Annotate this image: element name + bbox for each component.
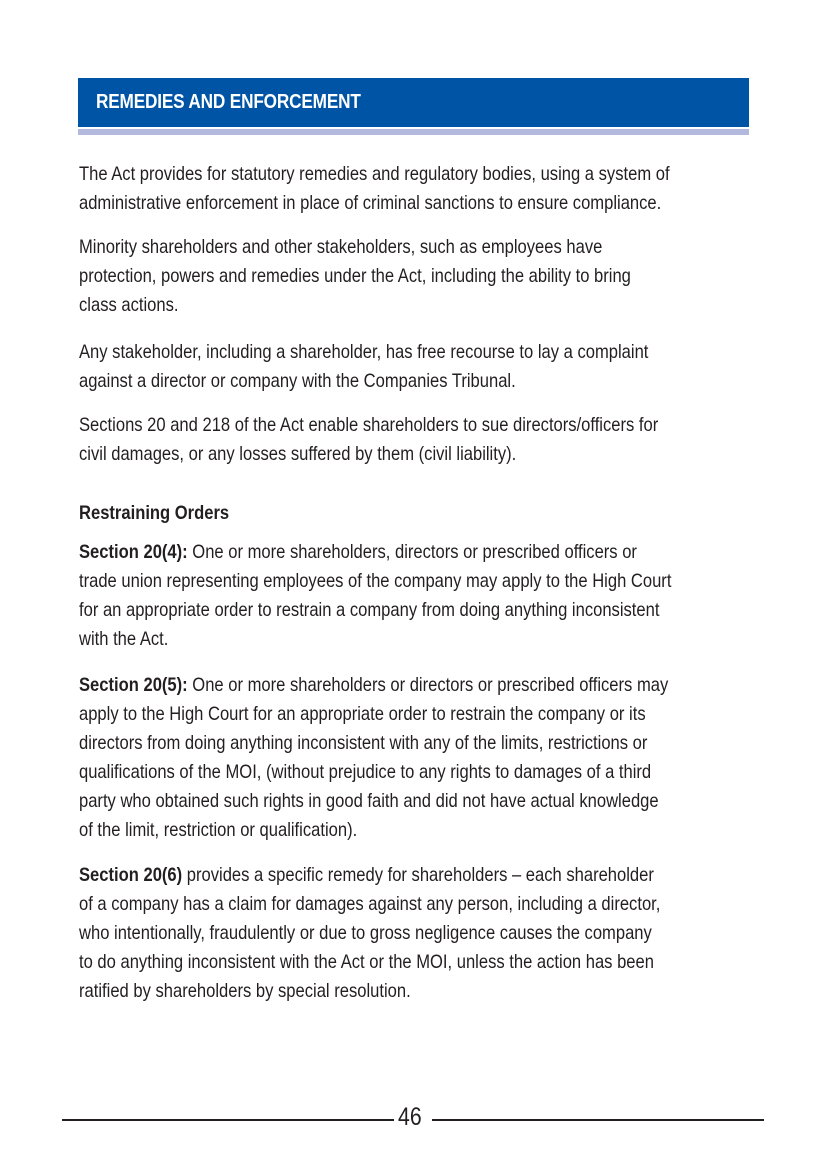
section-title: REMEDIES AND ENFORCEMENT [96, 91, 361, 113]
header-underline [78, 129, 749, 135]
subheading: Restraining Orders [79, 502, 230, 524]
section-paragraph [79, 538, 671, 654]
section-label: Section 20(6) [79, 864, 183, 886]
section-paragraph [79, 861, 660, 1006]
section-label: Section 20(4): [79, 541, 188, 563]
paragraph: Sections 20 and 218 of the Act enable shareholders to sue directors/officers for civil damages, or any losses suffered by them (civil liability). [79, 414, 659, 465]
section-header-bar [78, 78, 749, 127]
section-label: Section 20(5): [79, 674, 188, 696]
section-text: One or more shareholders, directors or prescribed officers or trade union representing employees of the company may apply to the High Court for an appropriate order to restrain a company from doing anything inconsistent with the Act. [79, 541, 672, 650]
paragraph: Any stakeholder, including a shareholder, has free recourse to lay a complaint against a director or company with the Companies Tribunal. [79, 341, 649, 392]
footer-rule-right [432, 1119, 764, 1121]
section-paragraph [79, 671, 668, 845]
footer-rule-left [62, 1119, 394, 1121]
paragraph: The Act provides for statutory remedies and regulatory bodies, using a system of administrative enforcement in place of criminal sanctions to ensure compliance. [79, 163, 670, 214]
paragraph: Minority shareholders and other stakeholders, such as employees have protection, powers and remedies under the Act, including the ability to bring class actions. [79, 236, 631, 316]
section-text: One or more shareholders or directors or prescribed officers may apply to the High Court for an appropriate order to restrain the company or its directors from doing anything inconsistent with any of the limits, restrictions or qualifications of the MOI, (without prejudice to any rights to damages of a third party who obtained such rights in good faith and did not have actual knowledge of the limit, restriction or qualification). [79, 674, 669, 841]
page-number: 46 [398, 1103, 422, 1131]
section-text: provides a specific remedy for shareholders – each shareholder of a company has a claim for damages against any person, including a director, who intentionally, fraudulently or due to gross negligence causes the company to do anything inconsistent with the Act or the MOI, unless the action has been ratified by shareholders by special resolution. [79, 864, 661, 1002]
